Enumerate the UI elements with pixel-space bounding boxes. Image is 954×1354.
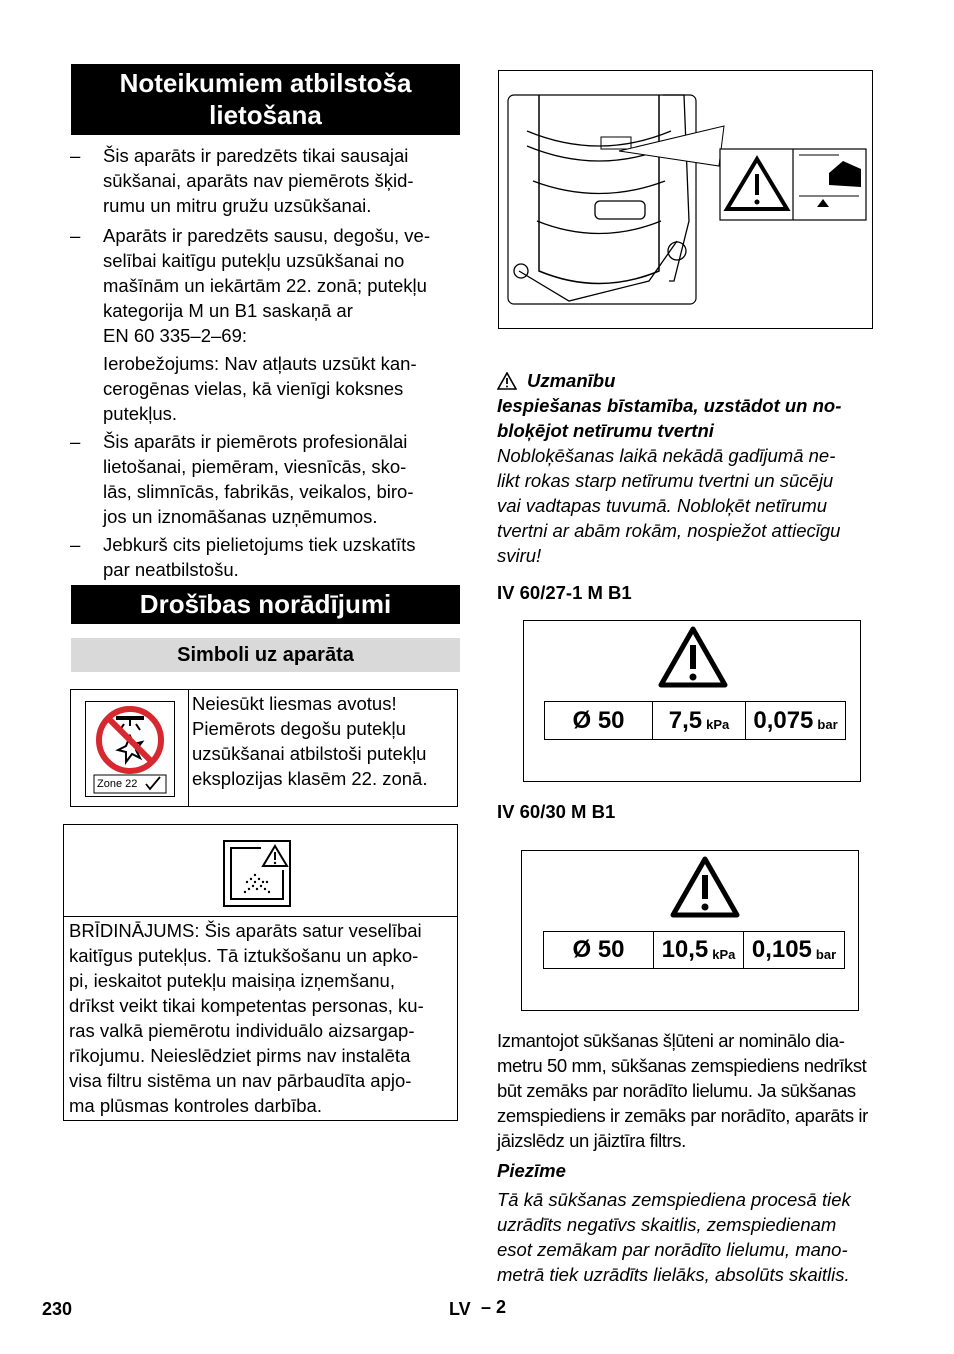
pressure-value-row: [543, 931, 845, 969]
note-block: Piezīme Tā kā sūkšanas zemspiediena procesā tiek uzrādīts negatīvs skaitlis, zemspiedienam esot zemākam par norādīto lielumu, mano- metrā tiek uzrādīts lielāks, absolūts skaitlis.: [497, 1158, 897, 1287]
warning-divider: [64, 916, 457, 917]
hazardous-dust-warning-box: [63, 824, 458, 1121]
language-code: LV: [449, 1299, 471, 1319]
pressure-kpa: 7,5 kPa: [653, 702, 746, 739]
hazardous-dust-sign: [223, 840, 291, 907]
dash-marker: –: [70, 431, 81, 452]
hose-diameter: Ø 50: [544, 932, 654, 968]
hazardous-dust-icon: [225, 842, 289, 905]
model-name: IV 60/30 M B1: [497, 801, 616, 822]
subheading-symbols: Simboli uz aparāta: [71, 638, 460, 672]
hose-diameter: Ø 50: [545, 702, 653, 739]
list-item: – Aparāts ir paredzēts sausu, degošu, ve- selībai kaitīgu putekļu uzsūkšanai no mašīnām un iekārtām 22. zonā; putekļu kategorija M un B1 saskaņā ar EN 60 335–2–69: Ierobežojums: Nav atļauts uzsūkt kan- cerogēnas vielas, kā vienīgi koksnes putekļus.: [70, 225, 431, 424]
pressure-kpa: 10,5 kPa: [654, 932, 744, 968]
caution-title-row: [497, 368, 897, 393]
flame-sign-cell: [71, 690, 189, 806]
warning-triangle-icon: [669, 855, 741, 919]
flame-sign-table: [70, 689, 458, 807]
warning-triangle-icon: [657, 625, 729, 689]
caution-line: vai vadtapas tuvumā. Nobloķēt netīrumu: [497, 495, 828, 516]
pressure-bar: 0,105 bar: [751, 936, 837, 963]
pressure-bar: 0,075 bar: [753, 706, 838, 734]
caution-bold-line: Iespiešanas bīstamība, uzstādot un no-: [497, 395, 842, 416]
model-name: IV 60/27-1 M B1: [497, 582, 632, 603]
vacuum-label-plate: [523, 620, 861, 782]
note-title: Piezīme: [497, 1160, 566, 1181]
zone-label: Zone 22: [97, 778, 138, 790]
warning-triangle-icon: [497, 372, 517, 390]
vacuum-label-plate: [521, 850, 859, 1011]
dirt-container-illustration: [499, 71, 872, 328]
pressure-paragraph: Izmantojot sūkšanas šļūteni ar nominālo dia- metru 50 mm, sūkšanas zemspiediens nedrīkst būt zemāks par norādīto lielumu. Ja sūkšanas zemspiediens ir zemāks par norādīto, aparāts ir jāizslēdz un jāiztīra filtrs.: [497, 1030, 868, 1151]
list-item: – Šis aparāts ir piemērots profesionālai lietošanai, piemēram, viesnīcās, sko- lās, slimnīcās, fabrikās, veikalos, biro- jos un iznomāšanas uzņēmumos.: [70, 431, 414, 527]
usage-list: [70, 143, 470, 582]
page-number: 230: [42, 1299, 73, 1319]
container-illustration-frame: [498, 70, 873, 329]
list-item: – Šis aparāts ir paredzēts tikai sausajai sūkšanai, aparāts nav piemērots šķid- rumu un mitru gružu uzsūkšanai.: [70, 145, 414, 216]
caution-bold-line: bloķējot netīrumu tvertni: [497, 420, 714, 441]
no-flame-sign: [85, 701, 175, 797]
heading-safety: Drošības norādījumi: [71, 585, 460, 624]
heading-line: Noteikumiem atbilstoša: [119, 68, 412, 98]
heading-intended-use: [71, 64, 460, 135]
heading-line: lietošana: [209, 100, 322, 130]
caution-line: sviru!: [497, 545, 542, 566]
caution-line: Nobloķēšanas laikā nekādā gadījumā ne-: [497, 445, 836, 466]
caution-title: Uzmanību: [527, 370, 616, 391]
caution-line: likt rokas starp netīrumu tvertni un sūcēju: [497, 470, 834, 491]
list-item: – Jebkurš cits pielietojums tiek uzskatīts par neatbilstošu.: [70, 534, 416, 580]
caution-block: [497, 368, 897, 568]
caution-line: tvertni ar abām rokām, nospiežot attiecīgu: [497, 520, 841, 541]
flame-sign-text: Neiesūkt liesmas avotus! Piemērots degošu putekļu uzsūkšanai atbilstoši putekļu eksplozijas klasēm 22. zonā.: [192, 693, 428, 789]
pressure-value-row: [544, 701, 846, 740]
warning-text: BRĪDINĀJUMS: Šis aparāts satur veselībai kaitīgus putekļus. Tā iztukšošanu un apko- pi, ieskaitot putekļu maisiņa izņemšanu, drīkst veikt tikai kompetentas personas, ku- ras valkā piemērotu individuālo aizsargap- rīkojumu. Neieslēdziet pirms nav instalēta visa filtru sistēma un nav pārbaudīta apjo- ma plūsmas kontroles darbība.: [69, 920, 424, 1116]
dash-marker: –: [70, 225, 81, 246]
dash-marker: –: [70, 534, 81, 555]
section-number: – 2: [481, 1297, 507, 1317]
dash-marker: –: [70, 145, 81, 166]
